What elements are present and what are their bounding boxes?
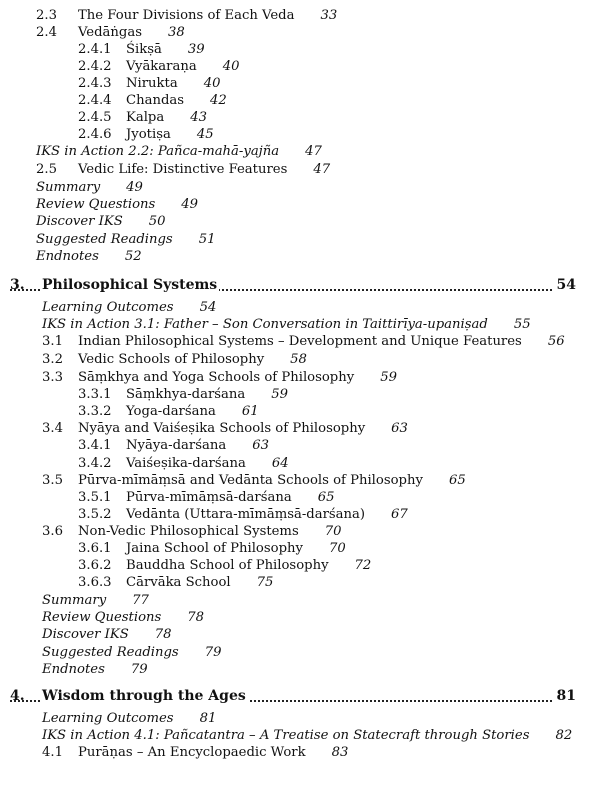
section-title: The Four Divisions of Each Veda 33 <box>78 8 338 23</box>
toc-entry[interactable] <box>42 610 204 626</box>
page-number: 79 <box>204 645 222 660</box>
section-number: 2.4.5 <box>78 110 112 125</box>
section-title: Non-Vedic Philosophical Systems 70 <box>78 524 342 539</box>
toc-entry[interactable] <box>42 627 172 643</box>
toc-entry[interactable] <box>36 214 166 230</box>
page-number: 83 <box>331 745 349 760</box>
section-number: 3.3.2 <box>78 404 112 419</box>
section-number: 3.5.2 <box>78 507 112 522</box>
toc-entry[interactable] <box>42 728 572 744</box>
section-number: 2.4.6 <box>78 127 112 142</box>
chapter-heading[interactable] <box>10 688 578 706</box>
page-number: 72 <box>354 558 372 573</box>
section-number: 3.6.1 <box>78 541 112 556</box>
page-number: 63 <box>252 438 269 453</box>
section-number: 3.5.1 <box>78 490 112 505</box>
section-title: Jyotiṣa 45 <box>126 127 214 142</box>
page-number: 50 <box>148 214 166 229</box>
toc-entry[interactable] <box>36 144 322 160</box>
chapter-heading[interactable] <box>10 277 578 295</box>
section-number: 2.4.3 <box>78 76 112 91</box>
section-title: Pūrva-mīmāṃsā-darśana 65 <box>126 490 335 505</box>
section-title: Review Questions <box>42 610 162 625</box>
section-title: IKS in Action 4.1: Pañcatantra – A Treatise on Statecraft through Stories <box>42 728 530 743</box>
page-number: 59 <box>271 387 289 402</box>
section-number: 2.4.1 <box>78 42 112 57</box>
page-number: 54 <box>199 300 217 315</box>
page-number: 49 <box>181 197 199 212</box>
section-title: Vyākaraṇa 40 <box>126 59 240 74</box>
section-title: Yoga-darśana 61 <box>126 404 259 419</box>
page-number: 70 <box>328 541 346 556</box>
page-number: 51 <box>198 232 216 247</box>
toc-entry[interactable] <box>36 197 198 213</box>
section-title: Bauddha School of Philosophy 72 <box>126 558 372 573</box>
section-title: Chandas 42 <box>126 93 227 108</box>
page-number: 56 <box>547 334 565 349</box>
page-number: 81 <box>199 711 217 726</box>
page-number: 40 <box>203 76 221 91</box>
page-number: 61 <box>241 404 259 419</box>
section-title: Kalpa 43 <box>126 110 208 125</box>
section-title: Endnotes <box>42 662 105 677</box>
page-number: 39 <box>187 42 205 57</box>
page-number: 82 <box>555 728 573 743</box>
chapter-page: 81 <box>554 688 578 704</box>
section-number: 3.2 <box>42 352 63 367</box>
section-number: 2.3 <box>36 8 57 23</box>
section-title: Suggested Readings <box>36 232 173 247</box>
page-number: 78 <box>154 627 172 642</box>
section-title: Suggested Readings <box>42 645 179 660</box>
toc-entry[interactable] <box>42 300 216 316</box>
section-number: 2.4.2 <box>78 59 112 74</box>
section-title: Jaina School of Philosophy 70 <box>126 541 346 556</box>
section-number: 2.4.4 <box>78 93 112 108</box>
section-title: Sāṃkhya-darśana 59 <box>126 387 289 402</box>
section-title: Vedic Schools of Philosophy 58 <box>78 352 307 367</box>
section-title: Nirukta 40 <box>126 76 221 91</box>
chapter-number: 3. <box>10 277 25 293</box>
section-number: 3.4 <box>42 421 63 436</box>
chapter-number: 4. <box>10 688 25 704</box>
section-number: 3.6.2 <box>78 558 112 573</box>
toc-entry[interactable] <box>36 249 142 265</box>
page-number: 47 <box>305 144 322 159</box>
section-title: Learning Outcomes <box>42 300 174 315</box>
section-number: 3.4.1 <box>78 438 112 453</box>
section-title: Summary <box>36 180 101 195</box>
page-number: 63 <box>391 421 408 436</box>
toc-entry[interactable] <box>42 711 216 727</box>
section-title: Śikṣā 39 <box>126 42 205 57</box>
section-title: Vedāṅgas 38 <box>78 25 185 40</box>
page-number: 49 <box>126 180 143 195</box>
page-number: 65 <box>448 473 466 488</box>
section-number: 4.1 <box>42 745 63 760</box>
toc-entry[interactable] <box>36 180 143 196</box>
section-number: 3.5 <box>42 473 63 488</box>
section-title: Discover IKS <box>36 214 123 229</box>
section-title: Purāṇas – An Encyclopaedic Work 83 <box>78 745 349 760</box>
page-number: 55 <box>513 317 531 332</box>
page-number: 45 <box>196 127 214 142</box>
toc-entry[interactable] <box>36 232 215 248</box>
page-number: 75 <box>256 575 274 590</box>
section-title: Pūrva-mīmāṃsā and Vedānta Schools of Philosophy 65 <box>78 473 466 488</box>
section-title: Vedānta (Uttara-mīmāṃsā-darśana) 67 <box>126 507 408 522</box>
chapter-title: Wisdom through the Ages <box>42 688 246 704</box>
page-number: 52 <box>124 249 142 264</box>
section-number: 3.6 <box>42 524 63 539</box>
toc-entry[interactable] <box>42 645 221 661</box>
section-number: 3.1 <box>42 334 63 349</box>
page-number: 77 <box>132 593 149 608</box>
toc-entry[interactable] <box>42 317 531 333</box>
section-number: 3.4.2 <box>78 456 112 471</box>
section-title: Review Questions <box>36 197 156 212</box>
section-title: IKS in Action 3.1: Father – Son Conversation in Taittirīya-upaniṣad <box>42 317 488 332</box>
page-number: 78 <box>187 610 205 625</box>
page-number: 79 <box>130 662 148 677</box>
page-number: 43 <box>190 110 208 125</box>
page-number: 59 <box>380 370 397 385</box>
page-number: 40 <box>222 59 240 74</box>
section-number: 3.3 <box>42 370 63 385</box>
section-title: Endnotes <box>36 249 99 264</box>
page-number: 65 <box>317 490 335 505</box>
section-title: Sāṃkhya and Yoga Schools of Philosophy 59 <box>78 370 397 385</box>
section-title: Vedic Life: Distinctive Features 47 <box>78 162 331 177</box>
section-number: 2.4 <box>36 25 57 40</box>
section-title: Nyāya and Vaiśeṣika Schools of Philosophy 63 <box>78 421 408 436</box>
chapter-page: 54 <box>554 277 578 293</box>
section-title: Nyāya-darśana 63 <box>126 438 269 453</box>
section-number: 3.6.3 <box>78 575 112 590</box>
section-number: 2.5 <box>36 162 57 177</box>
toc-entry[interactable] <box>42 593 149 609</box>
section-title: Vaiśeṣika-darśana 64 <box>126 456 289 471</box>
section-title: Learning Outcomes <box>42 711 174 726</box>
page-number: 58 <box>290 352 307 367</box>
page-number: 42 <box>210 93 227 108</box>
page-number: 38 <box>168 25 185 40</box>
page-number: 64 <box>271 456 289 471</box>
section-title: Cārvāka School 75 <box>126 575 274 590</box>
chapter-title: Philosophical Systems <box>42 277 218 293</box>
section-number: 3.3.1 <box>78 387 112 402</box>
page-number: 47 <box>313 162 331 177</box>
page-number: 33 <box>320 8 338 23</box>
toc-entry[interactable] <box>42 662 148 678</box>
section-title: Indian Philosophical Systems – Development and Unique Features 56 <box>78 334 565 349</box>
page-number: 70 <box>324 524 342 539</box>
section-title: Summary <box>42 593 107 608</box>
section-title: Discover IKS <box>42 627 129 642</box>
page-number: 67 <box>391 507 408 522</box>
section-title: IKS in Action 2.2: Pañca-mahā-yajña <box>36 144 280 159</box>
